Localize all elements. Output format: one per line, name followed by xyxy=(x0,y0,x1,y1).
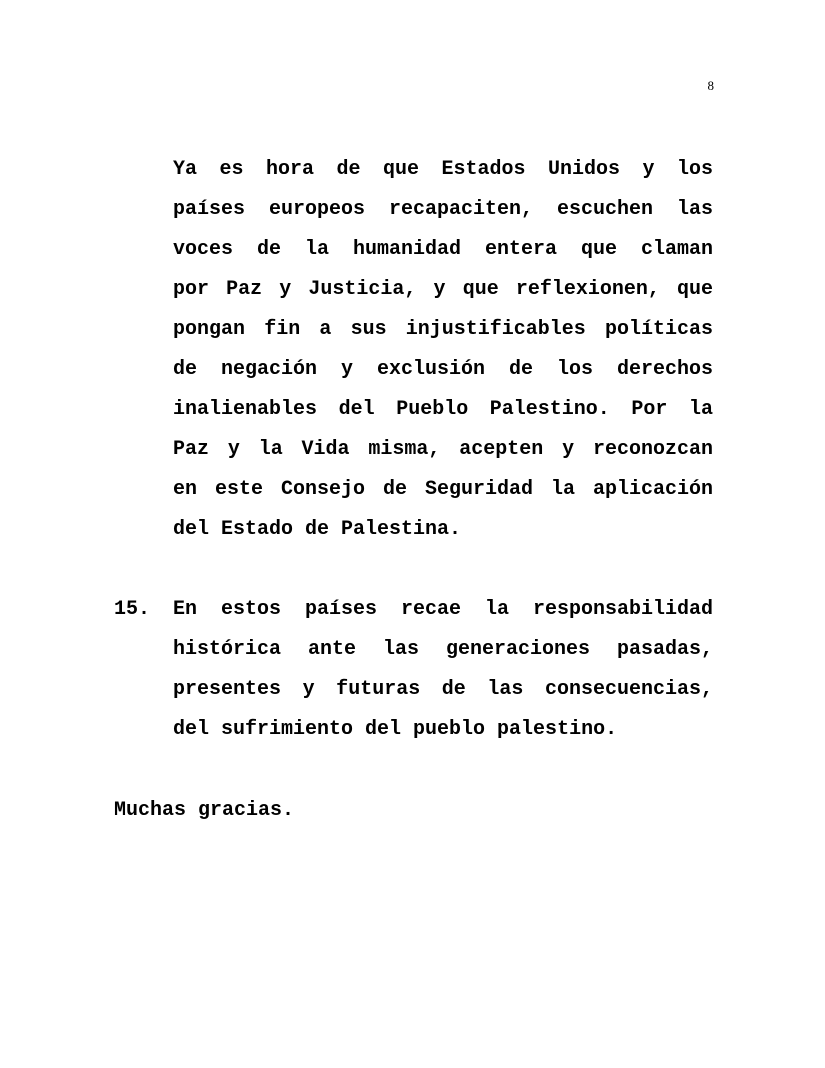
closing-text: Muchas gracias. xyxy=(114,799,295,822)
item-number: 15. xyxy=(114,598,151,621)
item-line: del sufrimiento del pueblo palestino. xyxy=(173,718,618,741)
page-number: 8 xyxy=(707,78,714,93)
item-line: presentes y futuras de las consecuencias, xyxy=(173,678,713,701)
paragraph-line: países europeos recapaciten, escuchen las xyxy=(173,198,713,221)
item-line: En estos países recae la responsabilidad xyxy=(173,598,713,621)
paragraph-line: pongan fin a sus injustificables políticas xyxy=(173,318,713,341)
paragraph-line: por Paz y Justicia, y que reflexionen, que xyxy=(173,278,713,301)
body-paragraph xyxy=(173,150,713,550)
paragraph-line: inalienables del Pueblo Palestino. Por la xyxy=(173,398,713,421)
paragraph-line: del Estado de Palestina. xyxy=(173,518,462,541)
paragraph-line: de negación y exclusión de los derechos xyxy=(173,358,713,381)
paragraph-line: voces de la humanidad entera que claman xyxy=(173,238,713,261)
paragraph-line: Paz y la Vida misma, acepten y reconozcan xyxy=(173,438,713,461)
paragraph-line: Ya es hora de que Estados Unidos y los xyxy=(173,158,713,181)
item-line: histórica ante las generaciones pasadas, xyxy=(173,638,713,661)
paragraph-line: en este Consejo de Seguridad la aplicación xyxy=(173,478,713,501)
numbered-item-15 xyxy=(173,590,713,750)
